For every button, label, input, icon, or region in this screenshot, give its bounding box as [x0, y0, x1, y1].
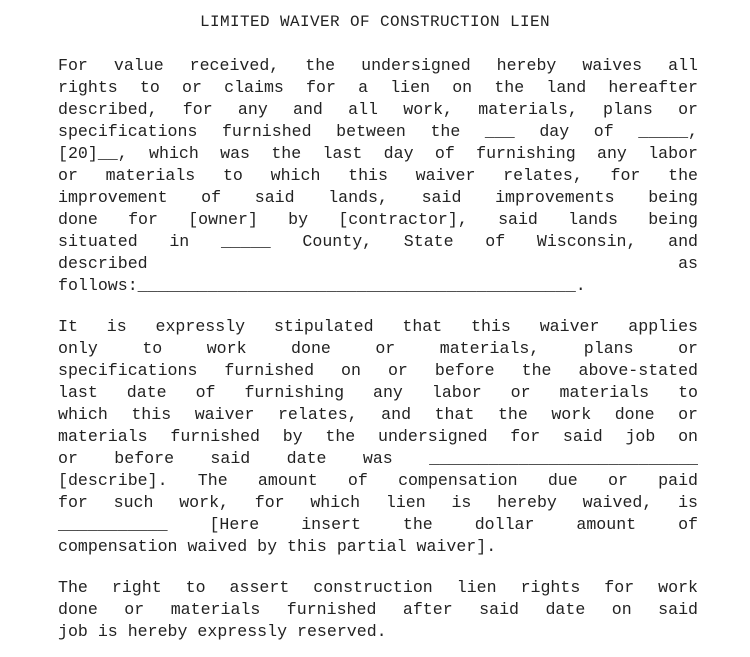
paragraph-line: only to work done or materials, plans or	[58, 339, 698, 358]
paragraph-line: For value received, the undersigned hereby waives all	[58, 56, 698, 75]
paragraph-line: follows:____________________________________________.	[58, 276, 586, 295]
paragraph-line: or materials to which this waiver relates, for the	[58, 166, 698, 185]
stipulation-paragraph	[58, 316, 698, 558]
paragraph-line: specifications furnished on or before the above-stated	[58, 361, 698, 380]
paragraph-line: materials furnished by the undersigned for said job on	[58, 427, 698, 446]
paragraph-line: done for [owner] by [contractor], said lands being	[58, 210, 698, 229]
reservation-paragraph	[58, 577, 698, 643]
paragraph-line: [describe]. The amount of compensation due or paid	[58, 471, 698, 490]
paragraph-line: rights to or claims for a lien on the land hereafter	[58, 78, 698, 97]
paragraph-line: [20]__, which was the last day of furnishing any labor	[58, 144, 698, 163]
paragraph-line: specifications furnished between the ___ day of _____,	[58, 122, 698, 141]
paragraph-line: compensation waived by this partial waiver].	[58, 537, 497, 556]
waiver-paragraph	[58, 55, 698, 297]
paragraph-line: which this waiver relates, and that the work done or	[58, 405, 698, 424]
paragraph-line: The right to assert construction lien rights for work	[58, 578, 698, 597]
paragraph-line: or before said date was ___________________________	[58, 449, 698, 468]
paragraph-line: job is hereby expressly reserved.	[58, 622, 387, 641]
paragraph-line: for such work, for which lien is hereby waived, is	[58, 493, 698, 512]
paragraph-line: last date of furnishing any labor or materials to	[58, 383, 698, 402]
paragraph-line: improvement of said lands, said improvements being	[58, 188, 698, 207]
paragraph-line: It is expressly stipulated that this waiver applies	[58, 317, 698, 336]
paragraph-line: ___________ [Here insert the dollar amount of	[58, 515, 698, 534]
paragraph-line: situated in _____ County, State of Wisconsin, and	[58, 232, 698, 251]
document-title: LIMITED WAIVER OF CONSTRUCTION LIEN	[199, 13, 551, 31]
paragraph-line: done or materials furnished after said date on said	[58, 600, 698, 619]
paragraph-line: described, for any and all work, materials, plans or	[58, 100, 698, 119]
paragraph-line: described as	[58, 254, 698, 273]
